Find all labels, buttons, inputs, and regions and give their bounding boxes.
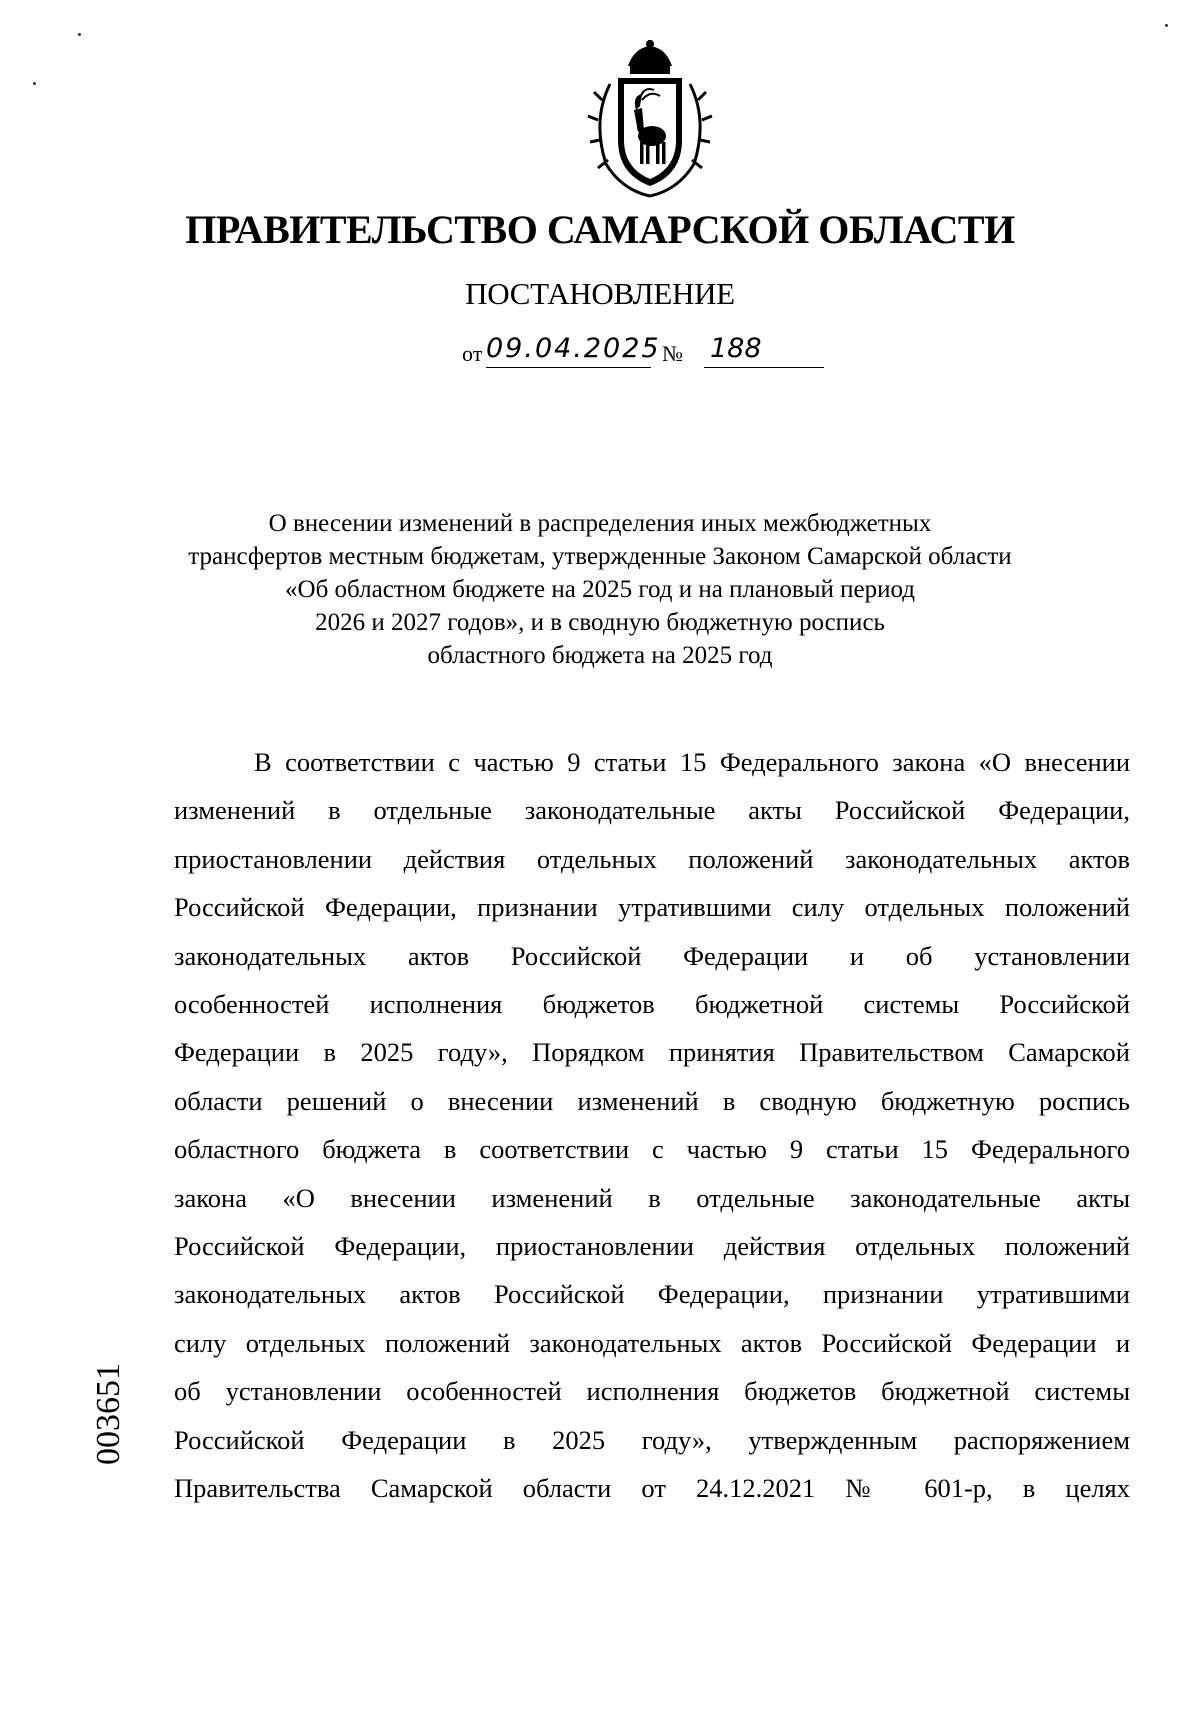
body-line: Российской Федерации в 2025 году», утвержденным распоряжением (174, 1424, 1130, 1455)
subject-line: областного бюджета на 2025 год (427, 642, 773, 669)
body-line: Российской Федерации, признании утратившими силу отдельных положений (174, 892, 1130, 923)
document-date: 09.04.2025 (486, 333, 661, 364)
body-paragraph (174, 738, 1130, 1513)
subject-line: 2026 и 2027 годов», и в сводную бюджетную роспись (315, 609, 885, 636)
body-line: закона «О внесении изменений в отдельные законодательные акты (174, 1182, 1130, 1213)
subject-line: «Об областном бюджете на 2025 год и на плановый период (285, 576, 915, 603)
body-line: области решений о внесении изменений в сводную бюджетную роспись (174, 1085, 1130, 1116)
body-line: изменений в отдельные законодательные акты Российской Федерации, (174, 795, 1130, 826)
body-line: В соответствии с частью 9 статьи 15 Федерального закона «О внесении (254, 747, 1130, 777)
organization-title: ПРАВИТЕЛЬСТВО САМАРСКОЙ ОБЛАСТИ (185, 207, 1015, 252)
subject-line: трансфертов местным бюджетам, утвержденные Законом Самарской области (188, 543, 1012, 570)
body-line: Федерации в 2025 году», Порядком принятия Правительством Самарской (174, 1037, 1130, 1068)
scan-speck (33, 82, 36, 85)
date-underline (486, 367, 651, 368)
body-line: Российской Федерации, приостановлении действия отдельных положений (174, 1231, 1130, 1262)
body-line: областного бюджета в соответствии с частью 9 статьи 15 Федерального (174, 1134, 1130, 1165)
body-line: об установлении особенностей исполнения бюджетов бюджетной системы (174, 1376, 1130, 1407)
number-underline (704, 367, 824, 368)
body-line: силу отдельных положений законодательных актов Российской Федерации и (174, 1327, 1130, 1358)
body-line: законодательных актов Российской Федерации, признании утратившими (174, 1279, 1130, 1310)
body-line: законодательных актов Российской Федерации и об установлении (174, 940, 1130, 971)
number-label: № (662, 341, 683, 366)
document-number: 188 (710, 333, 762, 364)
document-type: ПОСТАНОВЛЕНИЕ (465, 276, 735, 311)
subject-line: О внесении изменений в распределения иных межбюджетных (268, 510, 932, 537)
body-line: приостановлении действия отдельных положений законодательных актов (174, 843, 1130, 874)
coat-of-arms-icon (584, 40, 716, 202)
date-prefix: от (462, 341, 483, 366)
scan-speck (1165, 24, 1168, 27)
dateline (462, 333, 862, 369)
registration-number: 003651 (90, 1363, 127, 1465)
body-line: особенностей исполнения бюджетов бюджетной системы Российской (174, 989, 1130, 1020)
scan-speck (78, 33, 81, 36)
document-subject (160, 507, 1040, 672)
body-line: Правительства Самарской области от 24.12.2021 № 601-р, в целях (174, 1473, 1130, 1504)
